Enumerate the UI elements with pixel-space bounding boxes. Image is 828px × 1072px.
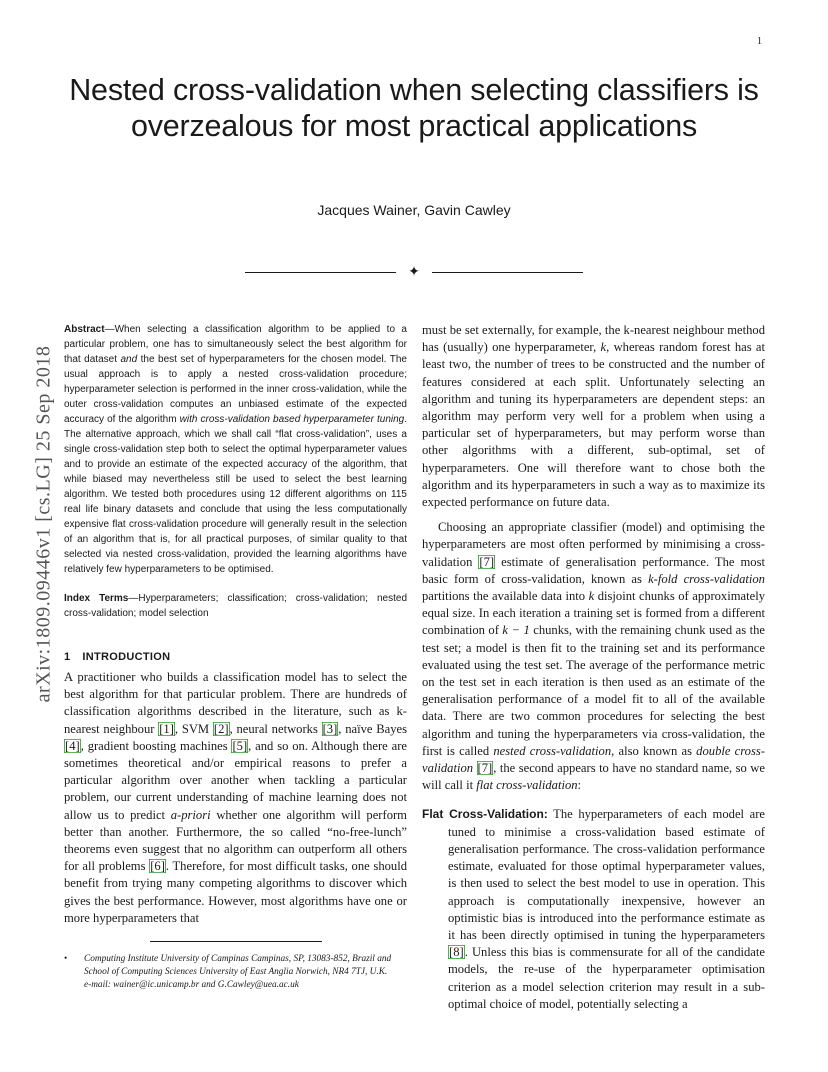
footnote-rule <box>150 941 322 942</box>
text-run: , also known as <box>611 743 697 758</box>
abstract-text-1: When selecting a classification algorithm to be applied to a particular problem, one has to simultaneously select the best algorithm for that dataset <box>64 324 407 365</box>
text-run: , gradient boosting machines <box>80 738 232 753</box>
authors: Jacques Wainer, Gavin Cawley <box>317 202 511 218</box>
citation-link[interactable]: [8] <box>449 945 464 960</box>
emphasis-text: double cross-validation <box>422 743 765 776</box>
text-run: The hyperparameters of each model are tuned to minimise a cross-validation based estimate of generalisation performance. The cross-validation performance estimate, evaluated for those optimal hyperparameter values, is then used to select the best model to use in operation. This approach is computationally inexpensive, however an optimistic bias is introduced into the performance estimate as it has been directly optimised in tuning the hyperparameters <box>448 807 765 942</box>
definition-list <box>422 806 765 1012</box>
divider-star-icon: ✦ <box>408 264 420 280</box>
affiliation-footnote <box>64 953 407 992</box>
footnote-email: e-mail: wainer@ic.unicamp.br and G.Cawley@uea.ac.uk <box>84 980 299 990</box>
page-number: 1 <box>757 36 762 47</box>
right-column <box>422 322 765 1013</box>
abstract-text-3: . The alternative approach, which we shall call “flat cross-validation”, uses a single cross-validation step both to select the optimal hyperparameter values and to provide an estimate of the expected accuracy of the algorithm, that while biased may nevertheless still be used to select the best learning algorithm. We tested both procedures using 12 different algorithms on 115 real life binary datasets and conclude that using the less computationally expensive flat cross-validation procedure will generally result in the selection of an algorithm that is, for all practical purposes, of similar quality to that selected via nested cross-validation, provided the learning algorithms have relatively few hyperparameters to be optimised. <box>64 414 408 575</box>
intro-paragraph-2 <box>422 519 765 794</box>
text-run: , naïve Bayes <box>338 721 407 736</box>
citation-link[interactable]: [6] <box>150 859 165 874</box>
citation-link[interactable]: [2] <box>213 721 229 736</box>
abstract-label: Abstract <box>64 324 105 335</box>
text-run: , neural networks <box>229 721 322 736</box>
text-run: . Unless this bias is commensurate for all of the candidate models, the re-use of the hyperparameter optimisation criterion as a model selection criterion may result in a sub-optimal choice of model, potentially selecting a <box>448 945 765 1011</box>
footnote-affiliation: Computing Institute University of Campinas Campinas, SP, 13083-852, Brazil and School of Computing Sciences University of East Anglia Norwich, NR4 7TJ, U.K. <box>84 954 392 977</box>
section-number: 1 <box>64 651 71 663</box>
text-run: . Therefore, for most difficult tasks, one should benefit from trying many competing algorithms to discover which gives the best performance. However, most algorithms have one or more hyperparameters that <box>64 859 407 925</box>
citation-link[interactable]: [4] <box>65 738 80 753</box>
text-run: Choosing an appropriate classifier (model) and optimising the hyperparameters are most often performed by minimising a cross-validation <box>422 520 765 569</box>
text-run: whether one algorithm will perform better than another. Furthermore, the so called “no-free-lunch” theorems even suggest that no algorithm can outperform all others for all problems <box>64 807 407 874</box>
math-k: k <box>600 340 607 355</box>
abstract-emphasis-and: and <box>120 354 138 365</box>
abstract-text-2: the best set of hyperparameters for the chosen model. The usual approach is to apply a nested cross-validation procedure; hyperparameter selection is performed in the inner cross-validation, while the outer cross-validation computes an unbiased estimate of the expected accuracy of the algorithm <box>64 354 407 425</box>
math-k: k <box>588 589 595 604</box>
citation-link[interactable]: [7] <box>477 761 493 776</box>
citation-link[interactable]: [5] <box>232 738 248 753</box>
footnote-bullet: • <box>64 954 68 964</box>
title-divider <box>245 263 583 281</box>
text-run: partitions the available data into <box>422 589 589 604</box>
left-column <box>64 322 407 927</box>
intro-paragraph-1 <box>64 669 407 927</box>
divider-line-right <box>432 272 583 273</box>
abstract <box>64 322 407 577</box>
definition-term: Flat Cross-Validation: <box>422 807 548 822</box>
arxiv-stamp: arXiv:1809.09446v1 [cs.LG] 25 Sep 2018 <box>32 345 55 703</box>
definition-flat-cv <box>422 806 765 1012</box>
text-run: must be set externally, for example, the k-nearest neighbour method has (usually) one hyperparameter, <box>422 323 765 355</box>
emphasis-text: k-fold cross-validation <box>648 571 765 586</box>
text-run: : <box>577 778 582 793</box>
text-run: , whereas random forest has at least two, the number of trees to be constructed and the number of features considered at each split. Unfortunately selecting an algorithm and tuning its hyperparameters are dependent steps: an algorithm may perform very well for a problem when using a particular set of hyperparameters, but may perform worse than other algorithms with a different, sub-optimal, set of hyperparameters. One will therefore want to chose both the algorithm and its hyperparameters in such a way as to maximize its expected performance on future data. <box>422 340 765 510</box>
text-run: estimate of generalisation performance. The most basic form of cross-validation, known as <box>422 554 765 586</box>
emphasis-text: flat cross-validation <box>476 778 578 793</box>
abstract-emphasis: with cross-validation based hyperparameter tuning <box>179 414 405 425</box>
text-run: , the second appears to have no standard name, so we will call it <box>422 761 765 793</box>
section-heading <box>64 651 407 663</box>
citation-link[interactable]: [3] <box>322 721 338 736</box>
emphasis-text: a-priori <box>170 807 211 822</box>
index-terms <box>64 591 407 621</box>
index-terms-dash: — <box>128 593 139 604</box>
citation-link[interactable]: [1] <box>159 721 174 736</box>
citation-link[interactable]: [7] <box>479 554 495 569</box>
text-run: disjoint chunks of approximately equal size. In each iteration a training set is formed from a different combination of <box>422 589 766 638</box>
index-terms-text: Hyperparameters; classification; cross-validation; nested cross-validation; model selection <box>64 593 408 619</box>
math-k-minus-1: k − 1 <box>502 623 530 638</box>
paper-title: Nested cross-validation when selecting classifiers is overzealous for most practical applications <box>69 73 759 143</box>
text-run: A practitioner who builds a classification model has to select the best algorithm for that particular problem. There are hundreds of classification algorithms described in the literature, such as k-nearest neighbour <box>64 670 407 736</box>
emphasis-text: nested cross-validation <box>493 743 612 758</box>
abstract-dash: — <box>104 324 115 335</box>
text-run: chunks, with the remaining chunk used as the test set; a model is then fit to the training set and its performance evaluated using the test set. The average of the performance metric on the test set in each iteration is then used as an estimate of the generalisation performance of a model fit to all of the available data. There are two common procedures for selecting the best algorithm and tuning the hyperparameters via cross-validation, the first is called <box>422 623 765 758</box>
section-title: INTRODUCTION <box>82 651 171 663</box>
text-run: , SVM <box>174 721 213 736</box>
intro-paragraph-1-continued <box>422 322 765 511</box>
text-run: , and so on. Although there are sometimes theoretical and/or empirical reasons to prefer a particular algorithm over another when tackling a particular problem, our current understanding of machine learning does not allow us to predict <box>64 738 407 822</box>
index-terms-label: Index Terms <box>64 593 129 604</box>
